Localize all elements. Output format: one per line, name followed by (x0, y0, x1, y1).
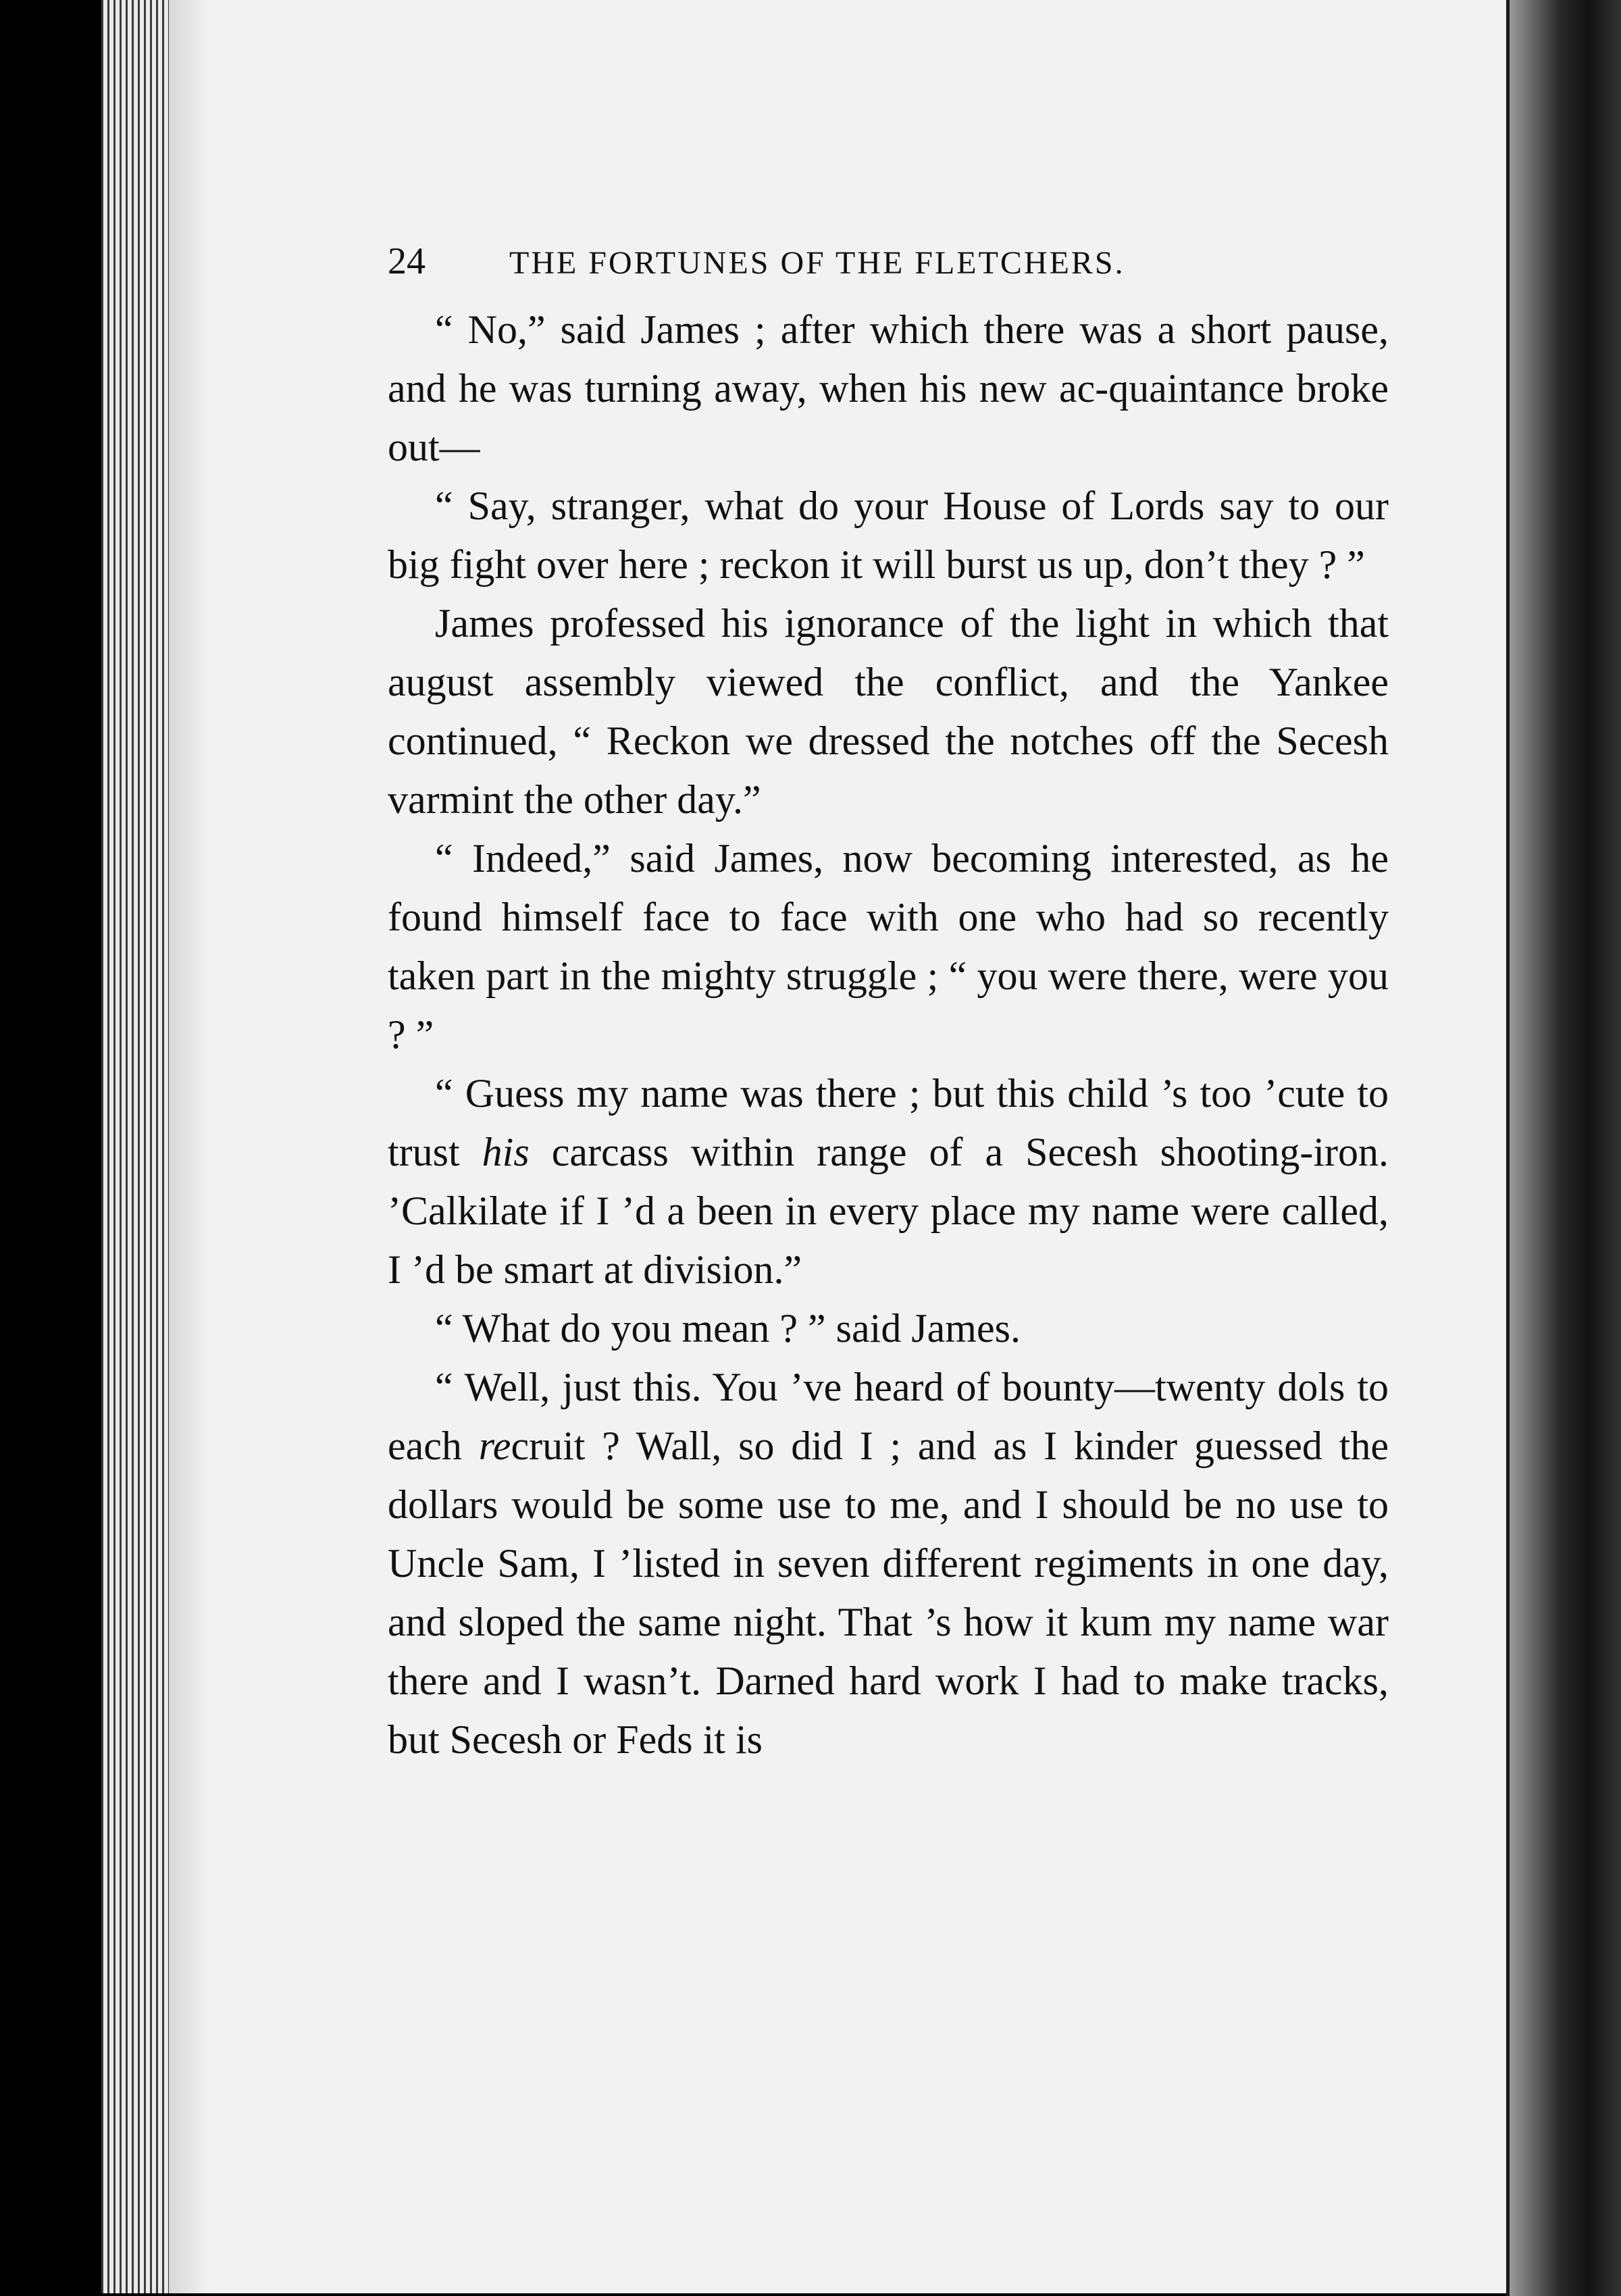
paragraph-5-part-1: “ Guess my name was there ; but this child ’s too ’cute to trust (388, 1071, 1389, 1174)
paragraph-4: “ Indeed,” said James, now becoming interested, as he found himself face to face with one who had so recently taken part in the mighty struggle ; “ you were there, were you ? ” (388, 836, 1389, 1057)
paragraph-7-part-2: cruit ? Wall, so did I ; and as I kinder guessed the dollars would be some use to me, and I should be no use to Uncle Sam, I ’listed in seven different regiments in one day, and sloped the same night. That ’s how it kum my name war there and I wasn’t. Darned hard work I had to make tracks, but Secesh or Feds it is (388, 1424, 1389, 1762)
paragraph-7 (388, 1358, 1389, 1769)
binding-shadow (1510, 0, 1621, 2296)
page-edge-stack (101, 0, 169, 2293)
page-number: 24 (388, 240, 426, 282)
paragraph-2: “ Say, stranger, what do your House of Lords say to our big fight over here ; reckon it will burst us up, don’t they ? ” (388, 484, 1389, 587)
paragraph-3: James professed his ignorance of the light in which that august assembly viewed the conflict, and the Yankee continued, “ Reckon we dressed the notches off the Secesh varmint the other day.” (388, 601, 1389, 822)
paragraph-5-part-2: carcass within range of a Secesh shooting-iron. ’Calkilate if I ’d a been in every place my name were called, I ’d be smart at division.” (388, 1130, 1389, 1292)
paragraph-6: “ What do you mean ? ” said James. (435, 1306, 1021, 1351)
running-head (388, 240, 1389, 301)
text-block (388, 240, 1389, 1769)
paragraph-7-italic: re (478, 1424, 511, 1468)
body-text (388, 301, 1389, 1769)
paragraph-5 (388, 1064, 1389, 1299)
paragraph-7-part-1: “ Well, just this. You ’ve heard of bounty—twenty dols to each (388, 1365, 1389, 1468)
scan-left-border (0, 0, 101, 2296)
paragraph-1: “ No,” said James ; after which there was a short pause, and he was turning away, when his new ac-quaintance broke out— (388, 307, 1389, 469)
gutter-shadow (169, 0, 209, 2293)
running-title: THE FORTUNES OF THE FLETCHERS. (509, 245, 1125, 281)
paragraph-5-italic: his (482, 1130, 530, 1174)
